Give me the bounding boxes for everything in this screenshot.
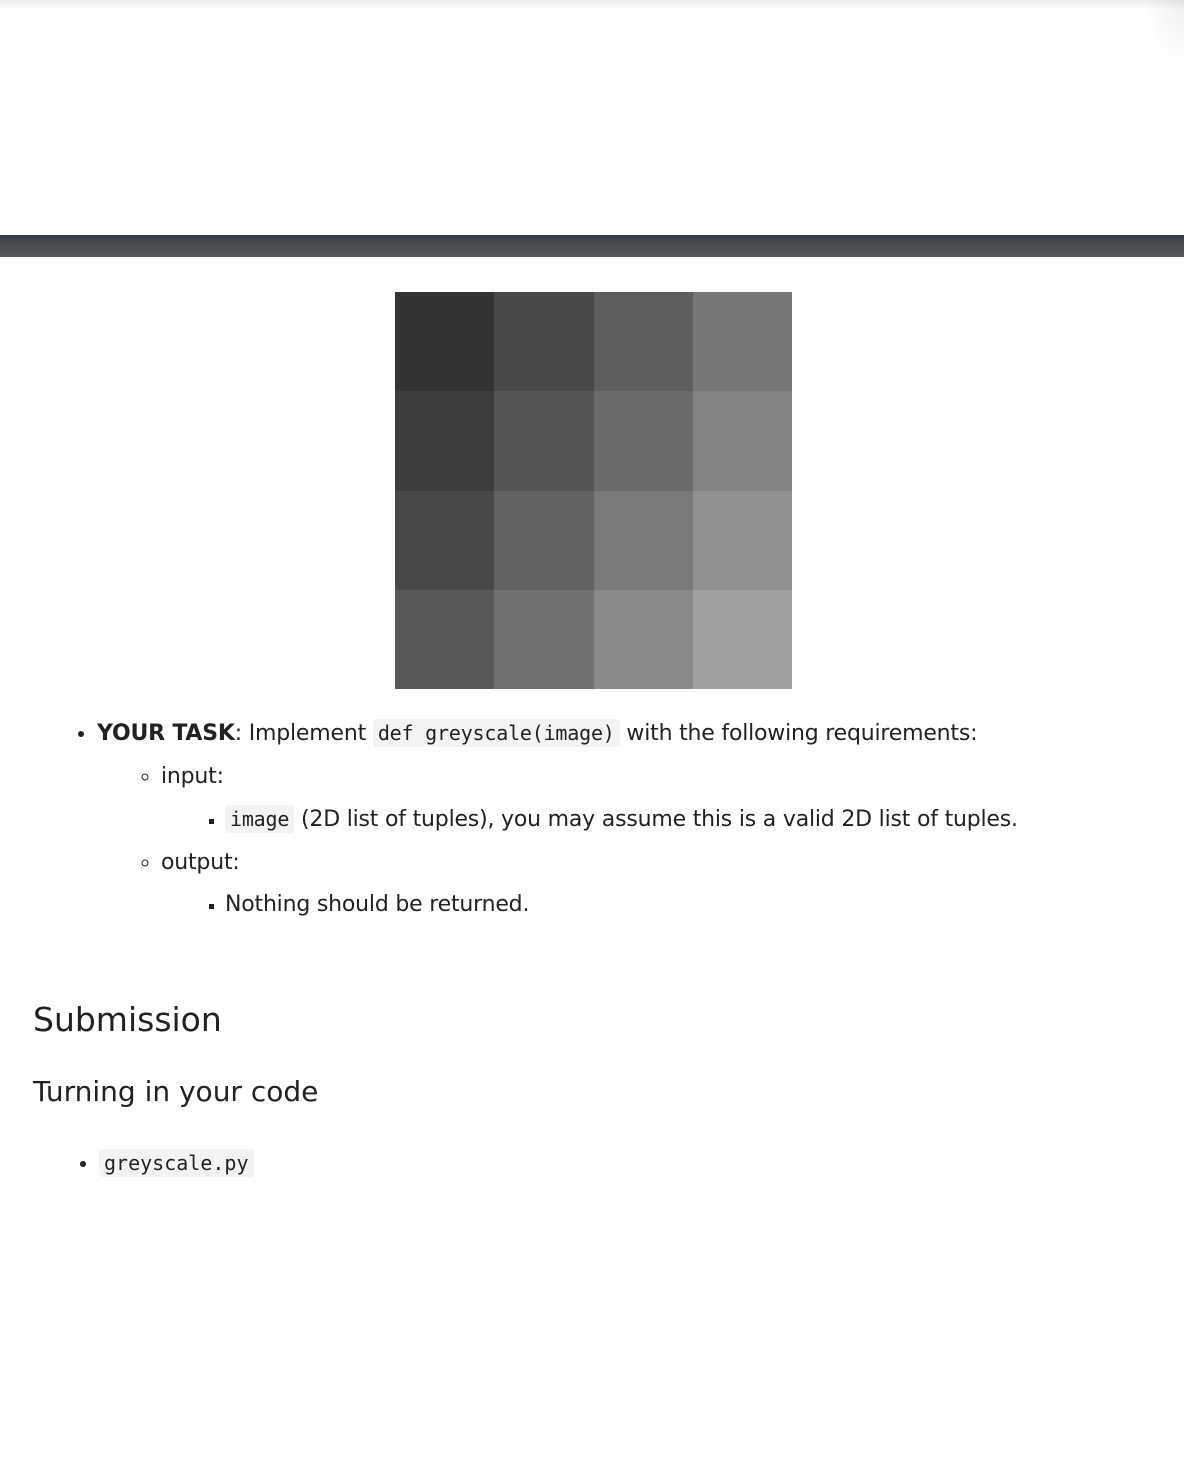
grid-cell-2-2 bbox=[594, 491, 693, 590]
grid-cell-0-0 bbox=[395, 292, 494, 391]
task-intro: : Implement bbox=[234, 721, 373, 746]
grid-cell-3-0 bbox=[395, 590, 494, 689]
output-item bbox=[161, 841, 1018, 926]
grid-cell-0-3 bbox=[693, 292, 792, 391]
function-signature: def greyscale(image) bbox=[373, 719, 620, 747]
file-name-code: greyscale.py bbox=[99, 1149, 254, 1177]
input-label: input: bbox=[161, 764, 224, 789]
file-list bbox=[0, 1142, 254, 1185]
output-label: output: bbox=[161, 850, 240, 875]
grid-cell-1-3 bbox=[693, 391, 792, 490]
output-details bbox=[161, 884, 1018, 926]
input-param-desc: (2D list of tuples), you may assume this is a valid 2D list of tuples. bbox=[294, 807, 1018, 832]
corner-shadow bbox=[1144, 0, 1184, 70]
grid-cell-2-0 bbox=[395, 491, 494, 590]
input-item bbox=[161, 755, 1018, 841]
header-bar bbox=[0, 235, 1184, 257]
grid-cell-0-1 bbox=[494, 292, 593, 391]
input-param-code: image bbox=[225, 805, 294, 833]
task-item bbox=[97, 712, 1018, 926]
grid-cell-3-1 bbox=[494, 590, 593, 689]
grid-cell-1-1 bbox=[494, 391, 593, 490]
output-desc-item bbox=[225, 884, 1018, 926]
task-rest: with the following requirements: bbox=[619, 721, 978, 746]
requirements-list bbox=[97, 755, 1018, 926]
input-details bbox=[161, 798, 1018, 841]
input-param-item bbox=[225, 798, 1018, 841]
output-desc: Nothing should be returned. bbox=[225, 892, 530, 917]
grid-cell-3-3 bbox=[693, 590, 792, 689]
greyscale-image-grid bbox=[395, 292, 792, 689]
grid-cell-1-0 bbox=[395, 391, 494, 490]
top-shadow bbox=[0, 0, 1184, 10]
grid-cell-1-2 bbox=[594, 391, 693, 490]
submission-heading: Submission bbox=[33, 1000, 222, 1039]
grid-cell-0-2 bbox=[594, 292, 693, 391]
grid-cell-3-2 bbox=[594, 590, 693, 689]
file-item bbox=[99, 1142, 254, 1185]
turn-in-heading: Turning in your code bbox=[33, 1075, 319, 1108]
grid-cell-2-1 bbox=[494, 491, 593, 590]
task-label: YOUR TASK bbox=[97, 721, 235, 746]
grid-cell-2-3 bbox=[693, 491, 792, 590]
task-list bbox=[0, 712, 1018, 926]
